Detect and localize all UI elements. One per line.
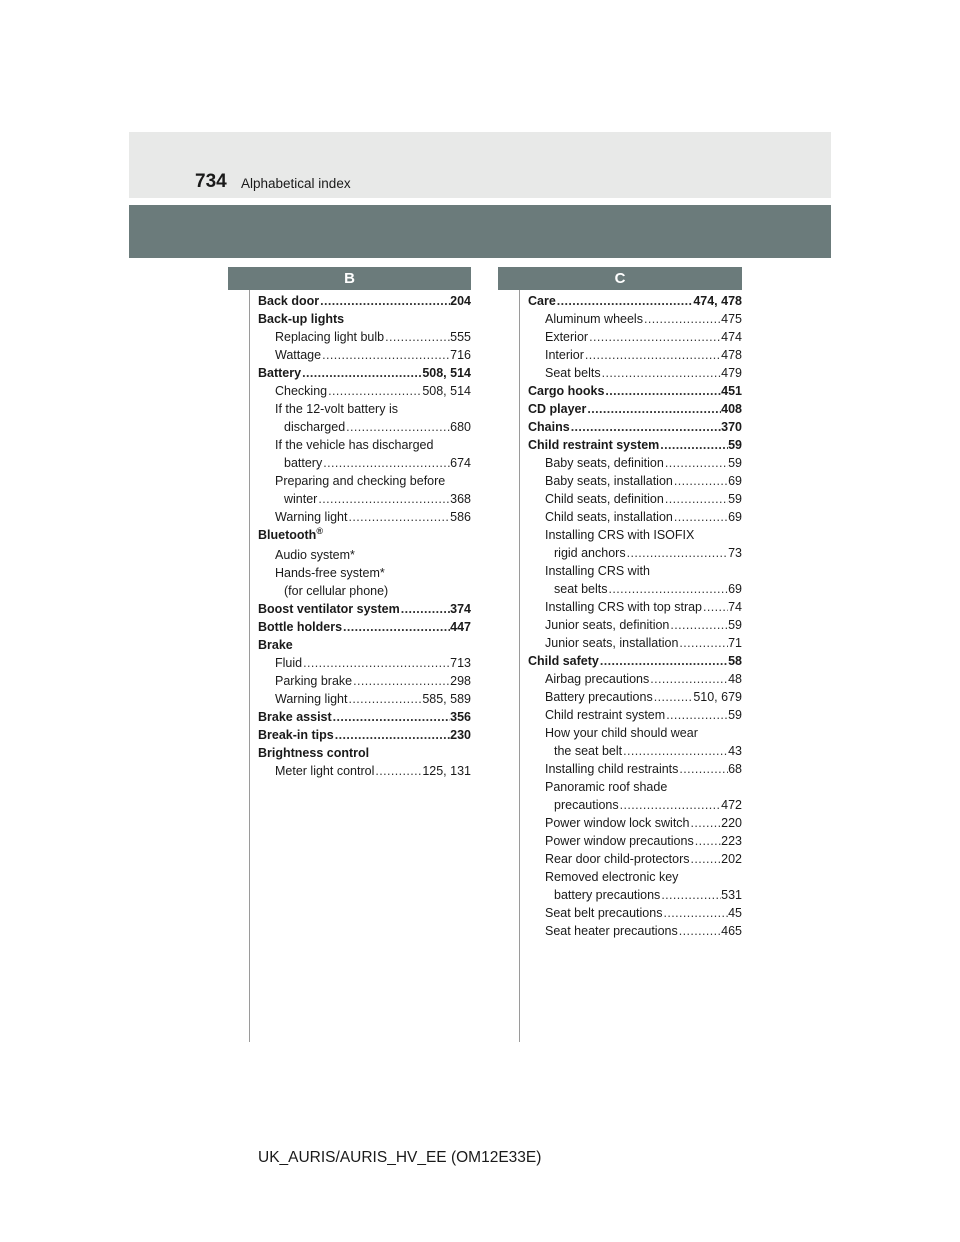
- index-entry-page: 59: [728, 438, 742, 452]
- index-entry: [228, 346, 471, 364]
- index-entry-label: [528, 652, 599, 670]
- index-entry-text: Meter light control: [275, 764, 375, 778]
- index-entry: [228, 762, 471, 780]
- index-entry: [228, 400, 471, 418]
- leader-dots: [702, 598, 728, 616]
- index-entry-label: [275, 690, 348, 708]
- index-entry-label: [545, 562, 650, 580]
- index-entry-text: Checking: [275, 384, 328, 398]
- index-entry-label: [545, 364, 601, 382]
- index-entry-page: 465: [721, 924, 742, 938]
- index-entry-text: Brightness control: [258, 746, 370, 760]
- index-entry: [228, 328, 471, 346]
- page-number: 734: [195, 171, 227, 192]
- index-entry-label: [545, 904, 662, 922]
- index-entry-text: Child seats, definition: [545, 492, 664, 506]
- index-entry-text: Back door: [258, 294, 320, 308]
- index-entry-text: Interior: [545, 348, 584, 362]
- index-column-b: [228, 267, 471, 780]
- leader-dots: [690, 814, 722, 832]
- index-entry-text: Removed electronic key: [545, 870, 679, 884]
- leader-dots: [665, 706, 728, 724]
- index-entry-text: discharged: [284, 420, 346, 434]
- index-entry-text: Warning light: [275, 510, 348, 524]
- index-entry: [498, 670, 742, 688]
- leader-dots: [317, 490, 450, 508]
- leader-dots: [319, 292, 450, 310]
- index-entry-page: 43: [728, 744, 742, 758]
- index-entry-label: [275, 564, 385, 582]
- index-entry-label: [545, 688, 653, 706]
- leader-dots: [669, 616, 728, 634]
- index-entry-label: [545, 616, 669, 634]
- index-entry: [228, 654, 471, 672]
- index-entry-label: [545, 508, 673, 526]
- index-entry-page: 555: [450, 330, 471, 344]
- index-entry-text: battery precautions: [554, 888, 661, 902]
- index-entry-page: 45: [728, 906, 742, 920]
- index-entry-label: [258, 744, 369, 762]
- index-entry-text: (for cellular phone): [284, 584, 389, 598]
- index-entry-page: 74: [728, 600, 742, 614]
- header-bar: [129, 205, 831, 258]
- leader-dots: [348, 690, 423, 708]
- index-entry-label: [528, 436, 659, 454]
- index-entry-label: [554, 544, 626, 562]
- index-entry-text: If the 12-volt battery is: [275, 402, 398, 416]
- index-entry: [498, 400, 742, 418]
- index-entry-label: [528, 400, 586, 418]
- leader-dots: [400, 600, 450, 618]
- index-entry-label: [258, 618, 342, 636]
- index-entry-page: 475: [721, 312, 742, 326]
- index-entry-text: Installing child restraints: [545, 762, 679, 776]
- index-entry-page: 508, 514: [422, 366, 471, 380]
- index-entry-page: 674: [450, 456, 471, 470]
- leader-dots: [384, 328, 450, 346]
- index-entry-text: Battery: [258, 366, 302, 380]
- index-entry: [228, 454, 471, 472]
- index-entry: [498, 904, 742, 922]
- index-entry: [228, 744, 471, 762]
- index-entry: [498, 454, 742, 472]
- page-title: Alphabetical index: [241, 176, 351, 191]
- leader-dots: [659, 436, 728, 454]
- index-entry: [498, 292, 742, 310]
- index-entry-page: 69: [728, 510, 742, 524]
- index-entry-label: [275, 436, 433, 454]
- index-entry: [498, 724, 742, 742]
- index-entry: [228, 508, 471, 526]
- index-entry: [498, 886, 742, 904]
- index-entry-text: Parking brake: [275, 674, 353, 688]
- index-entry-page: 59: [728, 708, 742, 722]
- index-entry-text: Power window precautions: [545, 834, 694, 848]
- index-entry: [498, 616, 742, 634]
- leader-dots: [608, 580, 729, 598]
- index-entry-page: 508, 514: [422, 384, 471, 398]
- index-entry-text: Brake assist: [258, 710, 332, 724]
- index-list-b: [228, 290, 471, 780]
- index-entry-page: 531: [721, 888, 742, 902]
- leader-dots: [332, 708, 450, 726]
- index-entry-text: Audio system*: [275, 548, 355, 562]
- index-entry-label: [554, 580, 608, 598]
- index-entry-label: [528, 382, 604, 400]
- index-entry-label: [545, 778, 667, 796]
- index-entry-page: 202: [721, 852, 742, 866]
- index-entry-label: [275, 508, 348, 526]
- index-entry-page: 451: [721, 384, 742, 398]
- leader-dots: [570, 418, 721, 436]
- index-entry-page: 59: [728, 492, 742, 506]
- leader-dots: [322, 454, 450, 472]
- index-entry-label: [258, 708, 332, 726]
- leader-dots: [664, 490, 728, 508]
- index-entry-label: [284, 454, 322, 472]
- index-entry-label: [554, 886, 660, 904]
- index-entry-text: Replacing light bulb: [275, 330, 385, 344]
- index-entry-page: 298: [450, 674, 471, 688]
- index-entry-label: [275, 762, 374, 780]
- index-entry: [498, 328, 742, 346]
- index-entry-page: 408: [721, 402, 742, 416]
- leader-dots: [342, 618, 450, 636]
- index-entry: [228, 672, 471, 690]
- leader-dots: [604, 382, 721, 400]
- index-entry-label: [258, 526, 323, 546]
- index-entry-text: Seat heater precautions: [545, 924, 678, 938]
- index-entry-text: If the vehicle has discharged: [275, 438, 434, 452]
- index-entry: [498, 526, 742, 544]
- index-entry-page: 204: [450, 294, 471, 308]
- leader-dots: [626, 544, 729, 562]
- index-entry-label: [554, 796, 619, 814]
- index-entry-page: 356: [450, 710, 471, 724]
- leader-dots: [673, 472, 728, 490]
- index-entry-label: [275, 472, 445, 490]
- leader-dots: [586, 400, 721, 418]
- index-entry-page: 69: [728, 474, 742, 488]
- leader-dots: [690, 850, 722, 868]
- index-entry-text: Wattage: [275, 348, 322, 362]
- index-entry-label: [258, 310, 344, 328]
- index-entry-text: Installing CRS with: [545, 564, 650, 578]
- index-entry: [498, 472, 742, 490]
- index-entry: [498, 778, 742, 796]
- index-entry-text: the seat belt: [554, 744, 623, 758]
- leader-dots: [643, 310, 721, 328]
- index-entry-text: Installing CRS with ISOFIX: [545, 528, 695, 542]
- index-entry-page: 223: [721, 834, 742, 848]
- index-entry: [498, 814, 742, 832]
- index-entry-label: [284, 582, 388, 600]
- index-entry-text: Child safety: [528, 654, 599, 668]
- index-entry: [228, 364, 471, 382]
- index-entry-text: seat belts: [554, 582, 608, 596]
- index-entry-page: 48: [728, 672, 742, 686]
- index-entry-page: 68: [728, 762, 742, 776]
- index-entry-text: Warning light: [275, 692, 348, 706]
- index-column-c: [498, 267, 742, 940]
- index-entry: [228, 726, 471, 744]
- index-entry-label: [545, 706, 665, 724]
- index-entry: [228, 708, 471, 726]
- index-entry: [498, 796, 742, 814]
- index-entry-text: Exterior: [545, 330, 589, 344]
- index-entry-page: 230: [450, 728, 471, 742]
- leader-dots: [334, 726, 450, 744]
- index-entry: [498, 832, 742, 850]
- leader-dots: [673, 508, 728, 526]
- leader-dots: [352, 672, 450, 690]
- index-entry-page: 59: [728, 456, 742, 470]
- leader-dots: [664, 454, 728, 472]
- index-entry: [228, 292, 471, 310]
- leader-dots: [678, 760, 728, 778]
- index-entry-text: Battery precautions: [545, 690, 653, 704]
- index-entry: [498, 922, 742, 940]
- index-entry-label: [545, 724, 698, 742]
- index-entry: [498, 634, 742, 652]
- index-entry: [498, 868, 742, 886]
- index-entry: [228, 418, 471, 436]
- index-entry-label: [554, 742, 622, 760]
- index-entry-text: precautions: [554, 798, 619, 812]
- index-entry-label: [275, 382, 327, 400]
- index-entry: [498, 562, 742, 580]
- leader-dots: [601, 364, 722, 382]
- leader-dots: [321, 346, 450, 364]
- index-entry-label: [545, 832, 694, 850]
- index-entry: [228, 546, 471, 564]
- index-entry: [228, 310, 471, 328]
- index-entry-text: Baby seats, definition: [545, 456, 664, 470]
- index-entry-page: 479: [721, 366, 742, 380]
- index-entry: [498, 418, 742, 436]
- index-entry-text: Child seats, installation: [545, 510, 673, 524]
- leader-dots: [556, 292, 694, 310]
- index-entry: [498, 544, 742, 562]
- leader-dots: [619, 796, 722, 814]
- index-entry: [498, 382, 742, 400]
- section-letter-c: C: [498, 267, 742, 290]
- index-entry-text: Care: [528, 294, 556, 308]
- index-entry-page: 125, 131: [422, 764, 471, 778]
- index-entry-text: Brake: [258, 638, 293, 652]
- index-entry-text: Child restraint system: [528, 438, 660, 452]
- index-entry: [498, 346, 742, 364]
- index-entry-label: [545, 472, 673, 490]
- leader-dots: [653, 688, 694, 706]
- index-entry: [228, 472, 471, 490]
- leader-dots: [345, 418, 450, 436]
- index-entry: [498, 598, 742, 616]
- index-entry-label: [528, 418, 570, 436]
- index-entry-label: [284, 490, 317, 508]
- index-entry-page: 472: [721, 798, 742, 812]
- index-entry-label: [528, 292, 556, 310]
- index-entry-text: Power window lock switch: [545, 816, 690, 830]
- index-entry-label: [275, 672, 352, 690]
- index-entry-text: Aluminum wheels: [545, 312, 643, 326]
- index-entry: [498, 490, 742, 508]
- index-entry-label: [545, 598, 702, 616]
- index-entry: [498, 760, 742, 778]
- header-band: [129, 132, 831, 198]
- registered-mark: ®: [316, 525, 323, 536]
- index-entry-label: [545, 310, 643, 328]
- index-entry-page: 474: [721, 330, 742, 344]
- index-entry-page: 220: [721, 816, 742, 830]
- leader-dots: [327, 382, 422, 400]
- index-entry-text: Child restraint system: [545, 708, 666, 722]
- leader-dots: [694, 832, 721, 850]
- index-entry-text: Break-in tips: [258, 728, 334, 742]
- index-entry: [228, 526, 471, 546]
- index-entry-label: [545, 814, 690, 832]
- index-entry-page: 447: [450, 620, 471, 634]
- index-list-c: [498, 290, 742, 940]
- index-entry-label: [545, 634, 678, 652]
- index-entry-page: 370: [721, 420, 742, 434]
- index-entry-label: [258, 364, 301, 382]
- index-entry: [498, 706, 742, 724]
- leader-dots: [584, 346, 721, 364]
- index-entry-text: Back-up lights: [258, 312, 345, 326]
- index-entry-text: Baby seats, installation: [545, 474, 673, 488]
- index-entry: [498, 688, 742, 706]
- index-entry-text: How your child should wear: [545, 726, 698, 740]
- leader-dots: [662, 904, 728, 922]
- index-entry-label: [284, 418, 345, 436]
- leader-dots: [599, 652, 728, 670]
- index-entry-page: 716: [450, 348, 471, 362]
- index-entry-label: [545, 346, 584, 364]
- index-entry: [228, 490, 471, 508]
- index-entry-text: Hands-free system*: [275, 566, 385, 580]
- index-entry: [498, 436, 742, 454]
- index-entry-label: [258, 600, 400, 618]
- index-entry-label: [258, 726, 334, 744]
- index-entry-page: 478: [721, 348, 742, 362]
- leader-dots: [660, 886, 721, 904]
- document-code: UK_AURIS/AURIS_HV_EE (OM12E33E): [258, 1149, 542, 1166]
- leader-dots: [622, 742, 728, 760]
- index-entry-text: Junior seats, definition: [545, 618, 670, 632]
- index-entry: [228, 690, 471, 708]
- index-entry-page: 59: [728, 618, 742, 632]
- index-entry-text: Boost ventilator system: [258, 602, 400, 616]
- index-entry-text: Panoramic roof shade: [545, 780, 668, 794]
- index-entry-label: [545, 760, 678, 778]
- index-entry-text: CD player: [528, 402, 587, 416]
- index-entry-page: 73: [728, 546, 742, 560]
- index-entry-text: Rear door child-protectors: [545, 852, 690, 866]
- index-entry-page: 58: [728, 654, 742, 668]
- index-entry: [228, 618, 471, 636]
- leader-dots: [374, 762, 422, 780]
- index-entry: [228, 636, 471, 654]
- index-entry-label: [275, 328, 384, 346]
- index-entry: [498, 310, 742, 328]
- index-entry: [498, 742, 742, 760]
- index-entry-text: Seat belt precautions: [545, 906, 663, 920]
- index-entry: [228, 382, 471, 400]
- index-entry-page: 680: [450, 420, 471, 434]
- index-entry-label: [275, 400, 398, 418]
- index-entry-label: [545, 922, 678, 940]
- index-entry-label: [275, 546, 355, 564]
- index-entry-page: 713: [450, 656, 471, 670]
- leader-dots: [678, 634, 728, 652]
- index-entry-page: 585, 589: [422, 692, 471, 706]
- index-entry-text: Chains: [528, 420, 570, 434]
- index-entry-label: [258, 636, 293, 654]
- index-entry-page: 69: [728, 582, 742, 596]
- index-entry: [228, 436, 471, 454]
- leader-dots: [588, 328, 721, 346]
- leader-dots: [301, 364, 422, 382]
- index-entry-label: [275, 346, 321, 364]
- index-entry-page: 71: [728, 636, 742, 650]
- index-entry-text: Junior seats, installation: [545, 636, 679, 650]
- index-entry-label: [545, 328, 588, 346]
- index-entry-text: Cargo hooks: [528, 384, 605, 398]
- index-entry-text: Bluetooth: [258, 528, 317, 542]
- index-entry-label: [545, 670, 649, 688]
- index-entry-label: [258, 292, 319, 310]
- index-entry-text: rigid anchors: [554, 546, 626, 560]
- index-entry: [498, 652, 742, 670]
- index-entry-page: 374: [450, 602, 471, 616]
- leader-dots: [649, 670, 728, 688]
- index-entry-text: Fluid: [275, 656, 303, 670]
- index-entry: [228, 564, 471, 582]
- leader-dots: [302, 654, 450, 672]
- index-entry-page: 586: [450, 510, 471, 524]
- index-entry-label: [545, 490, 664, 508]
- index-entry-text: Preparing and checking before: [275, 474, 446, 488]
- leader-dots: [678, 922, 721, 940]
- index-entry: [228, 582, 471, 600]
- index-entry: [228, 600, 471, 618]
- index-entry-label: [545, 454, 664, 472]
- index-entry-label: [545, 868, 678, 886]
- index-entry-text: Installing CRS with top strap: [545, 600, 703, 614]
- index-entry-text: Seat belts: [545, 366, 601, 380]
- index-entry-text: Airbag precautions: [545, 672, 650, 686]
- index-entry-label: [545, 850, 690, 868]
- index-entry-label: [545, 526, 694, 544]
- index-entry-text: Bottle holders: [258, 620, 343, 634]
- index-entry-page: 368: [450, 492, 471, 506]
- index-entry-page: 510, 679: [693, 690, 742, 704]
- index-entry-label: [275, 654, 302, 672]
- index-entry: [498, 580, 742, 598]
- index-entry: [498, 508, 742, 526]
- leader-dots: [348, 508, 451, 526]
- index-entry-text: winter: [284, 492, 318, 506]
- index-entry-text: battery: [284, 456, 323, 470]
- section-letter-b: B: [228, 267, 471, 290]
- index-entry: [498, 850, 742, 868]
- index-entry: [498, 364, 742, 382]
- index-entry-page: 474, 478: [693, 294, 742, 308]
